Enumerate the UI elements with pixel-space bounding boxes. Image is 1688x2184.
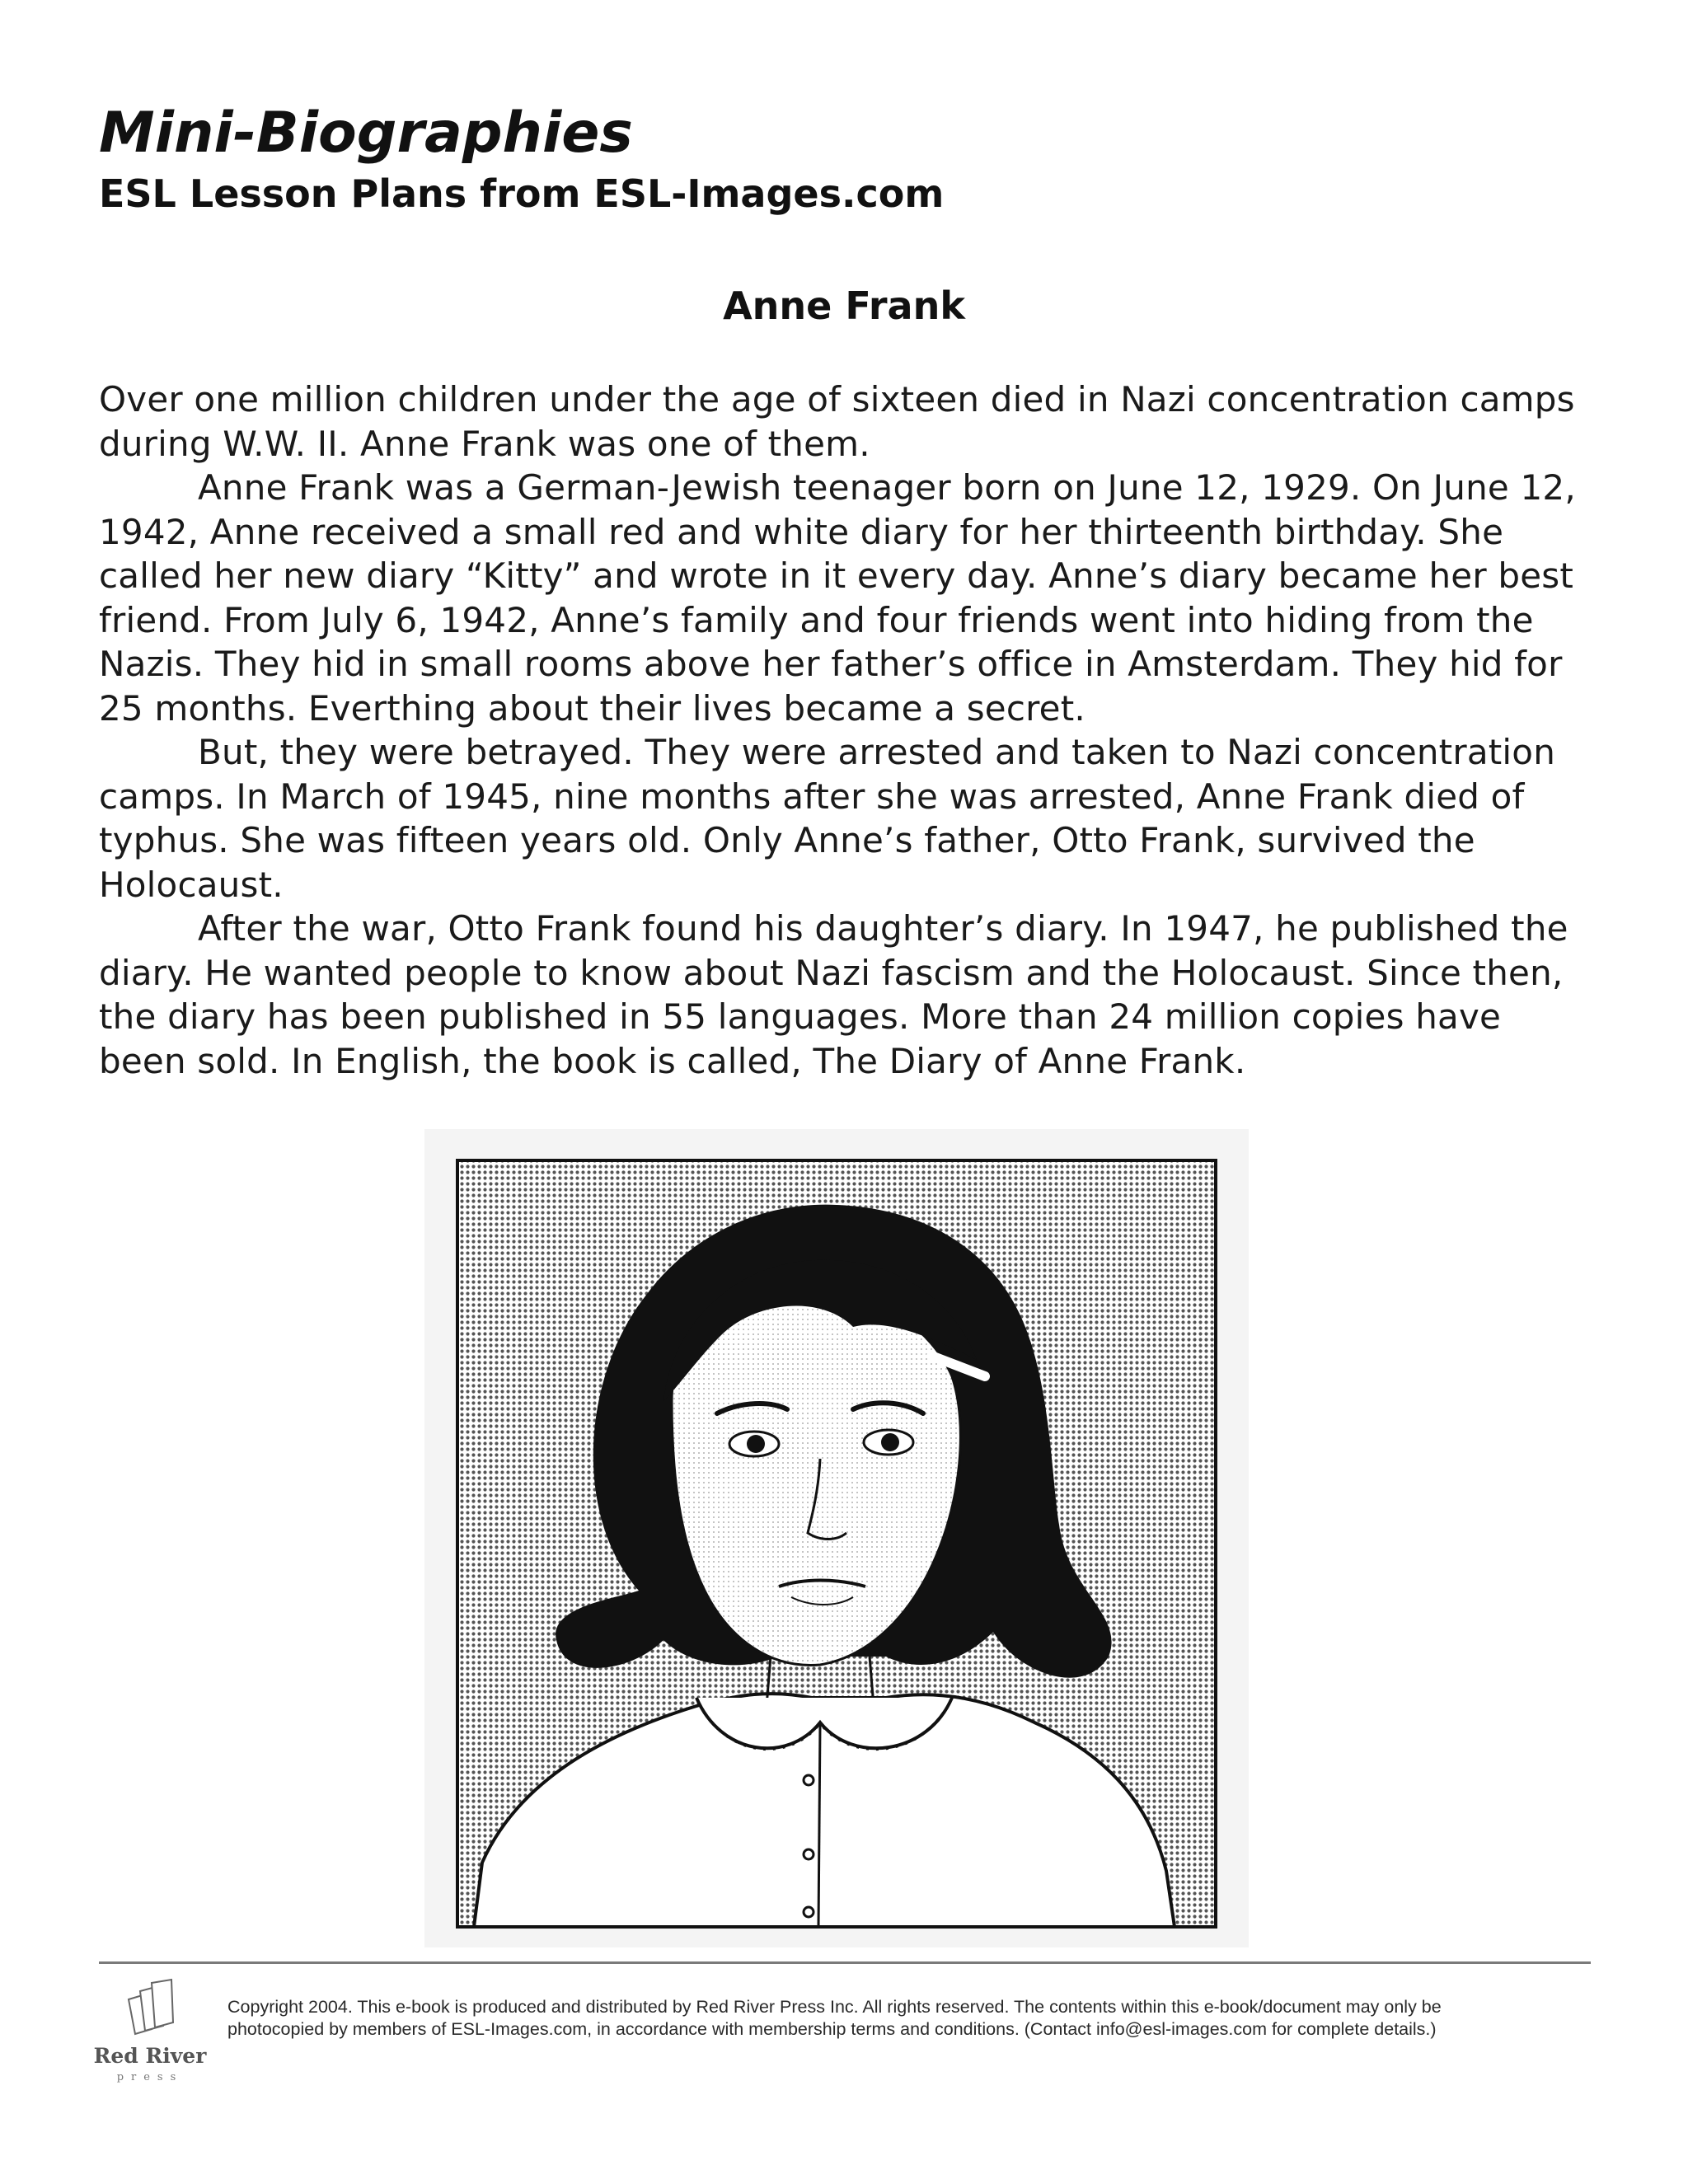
- book-stack-icon: [92, 1976, 208, 2042]
- portrait-illustration: [424, 1129, 1249, 1947]
- footer-divider: [99, 1961, 1591, 1964]
- logo-subtitle: press: [116, 2071, 184, 2083]
- biography-body: [99, 377, 1591, 1083]
- copyright-notice: [227, 1996, 1596, 2041]
- page-title: Mini-Biographies: [99, 101, 633, 166]
- biography-heading: Anne Frank: [723, 284, 965, 328]
- red-river-press-logo: [92, 1976, 208, 2100]
- biography-paragraph-2: Anne Frank was a German-Jewish teenager born on June 12, 1929. On June 12, 1942, Anne received a small red and white diary for her thirteenth birthday. She called her new diary “Kitty” and wrote in it every day. Anne’s diary became her best friend. From July 6, 1942, Anne’s family and four friends went into hiding from the Nazis. They hid in small rooms above her father’s office in Amsterdam. They hid for 25 months. Everthing about their lives became a secret.: [99, 467, 1576, 729]
- portrait-drawing: [424, 1129, 1249, 1947]
- biography-paragraph-3: But, they were betrayed. They were arrested and taken to Nazi concentration camps. In March of 1945, nine months after she was arrested, Anne Frank died of typhus. She was fifteen years old. Only Anne’s father, Otto Frank, survived the Holocaust.: [99, 732, 1556, 905]
- logo-name: Red River: [93, 2044, 207, 2068]
- biography-paragraph-4: After the war, Otto Frank found his daughter’s diary. In 1947, he published the diary. He wanted people to know about Nazi fascism and the Holocaust. Since then, the diary has been published in 55 languages. More than 24 million copies have been sold. In English, the book is called, The Diary of Anne Frank.: [99, 908, 1568, 1081]
- copyright-line-2: photocopied by members of ESL-Images.com, in accordance with membership terms and conditions. (Contact info@esl-images.com for complete details.): [227, 2019, 1437, 2039]
- biography-paragraph-1: Over one million children under the age of sixteen died in Nazi concentration camps during W.W. II. Anne Frank was one of them.: [99, 379, 1575, 464]
- page-subtitle: ESL Lesson Plans from ESL-Images.com: [99, 171, 945, 216]
- copyright-line-1: Copyright 2004. This e-book is produced and distributed by Red River Press Inc. All rights reserved. The contents within this e-book/document may only be: [227, 1997, 1442, 2017]
